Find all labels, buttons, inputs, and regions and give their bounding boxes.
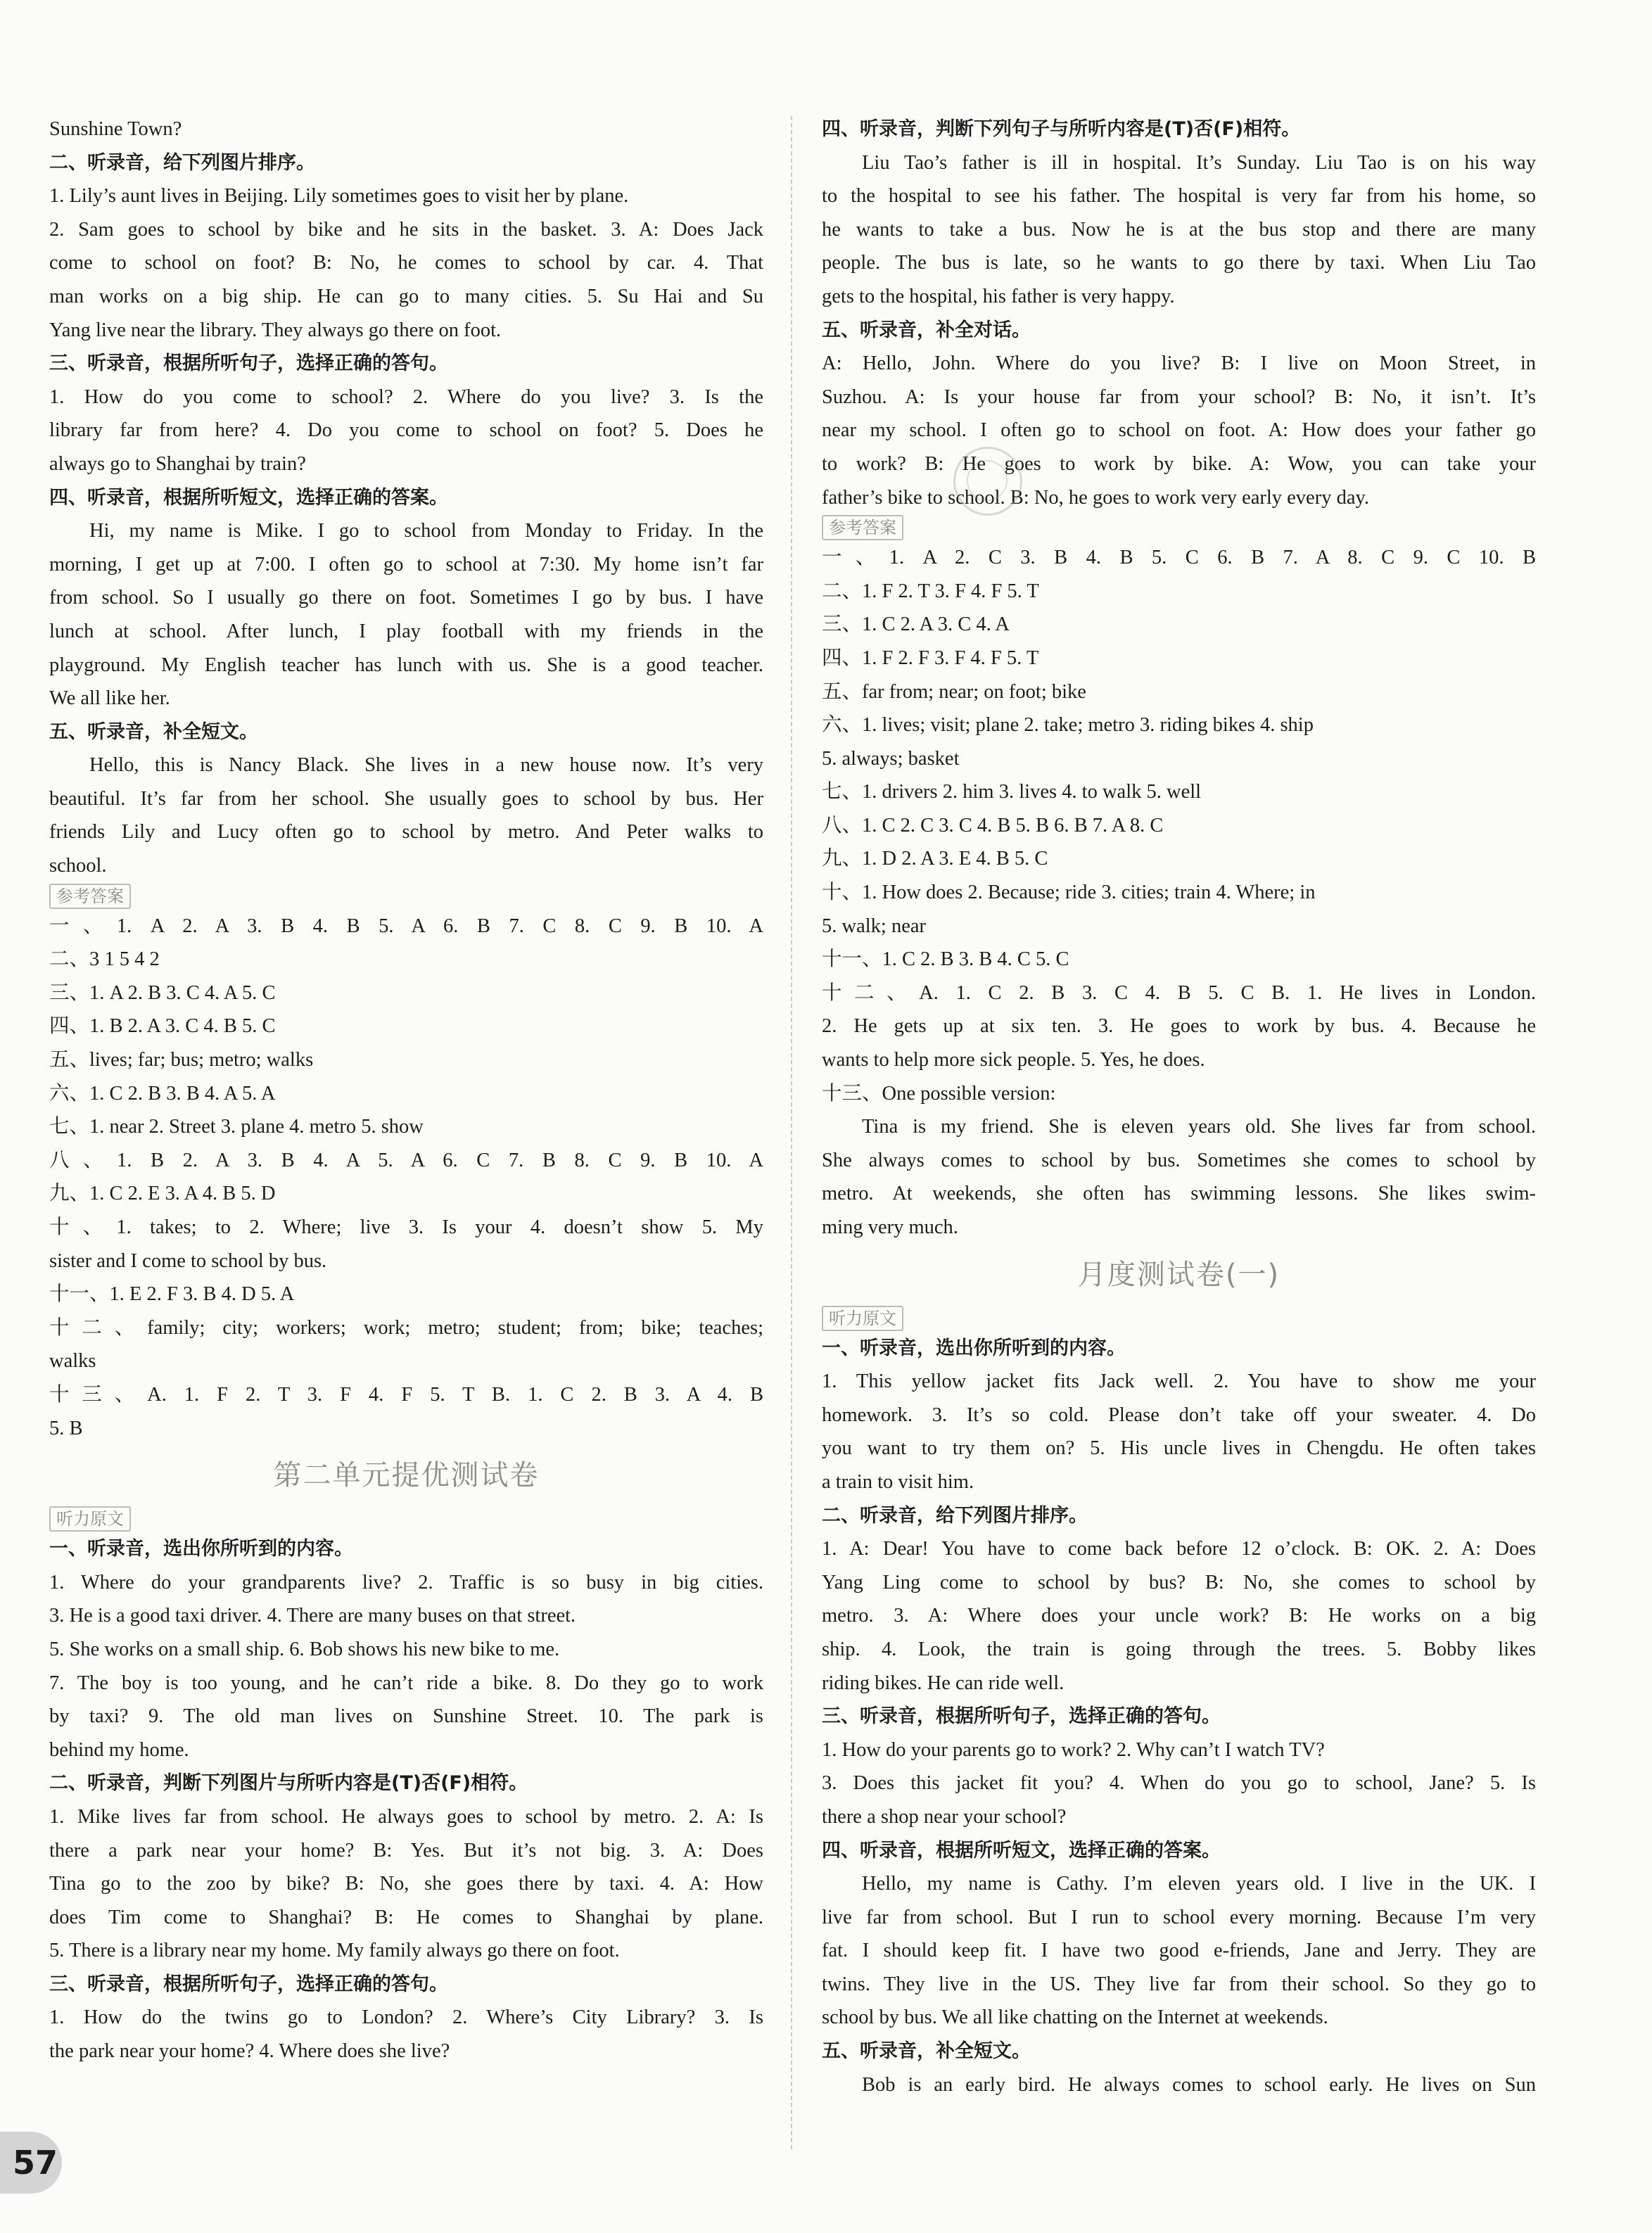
text-line: gets to the hospital, his father is very happy. [822,285,1175,307]
text-line: lunch at school. After lunch, I play football with my friends in the [49,620,763,642]
section-heading: 四、听录音，判断下列句子与所听内容是(T)否(F)相符。 [822,118,1301,140]
text-line: 十三、A. 1. F 2. T 3. F 4. F 5. T B. 1. C 2. B 3. A 4. B [49,1383,763,1406]
text-line: 1. How do your parents go to work? 2. Why can’t I watch TV? [822,1738,1325,1761]
test-title: 第二单元提优测试卷 [273,1459,540,1492]
text-line: metro. 3. A: Where does your uncle work? B: He works on a big [822,1605,1536,1627]
text-line: 十、1. takes; to 2. Where; live 3. Is your 4. doesn’t show 5. My [49,1216,763,1238]
text-line: man works on a big ship. He can go to many cities. 5. Su Hai and Su [49,285,763,307]
text-line: Tina is my friend. She is eleven years old. She lives far from school. [862,1116,1536,1138]
text-line: 5. walk; near [822,915,926,937]
text-line: 十、1. How does 2. Because; ride 3. cities; train 4. Where; in [822,882,1316,904]
text-line: 1. Mike lives far from school. He always goes to school by metro. 2. A: Is [49,1805,763,1828]
section-heading: 一、听录音，选出你所听到的内容。 [49,1538,353,1560]
section-heading: 三、听录音，根据所听句子，选择正确的答句。 [822,1705,1221,1728]
text-line: 1. This yellow jacket fits Jack well. 2. You have to show me your [822,1370,1536,1393]
text-line: 1. Where do your grandparents live? 2. Traffic is so busy in big cities. [49,1571,763,1593]
text-line: 7. The boy is too young, and he can’t ride a bike. 8. Do they go to work [49,1672,763,1694]
text-line: Yang live near the library. They always go there on foot. [49,319,502,341]
text-line: 八、1. C 2. C 3. C 4. B 5. B 6. B 7. A 8. C [822,814,1164,836]
text-line: 1. Lily’s aunt lives in Beijing. Lily sometimes goes to visit her by plane. [49,185,629,208]
text-line: 四、1. B 2. A 3. C 4. B 5. C [49,1015,276,1038]
text-line: walks [49,1350,96,1373]
text-line: 三、1. C 2. A 3. C 4. A [822,613,1010,636]
text-line: 一、1. A 2. A 3. B 4. B 5. A 6. B 7. C 8. C 9. B 10. A [49,915,763,937]
text-line: does Tim come to Shanghai? B: He comes to Shanghai by plane. [49,1906,763,1928]
watermark-stamp [953,447,1022,516]
text-line: 四、1. F 2. F 3. F 4. F 5. T [822,647,1039,669]
text-line: 2. He gets up at six ten. 3. He goes to work by bus. 4. Because he [822,1015,1536,1038]
section-label [49,883,763,910]
text-line: come to school on foot? B: No, he comes to school by car. 4. That [49,252,763,274]
text-line: school. [49,855,107,877]
text-line: he wants to take a bus. Now he is at the bus stop and there are many [822,218,1536,241]
text-line: fat. I should keep fit. I have two good e-friends, Jane and Jerry. They are [822,1940,1536,1962]
text-line: 九、1. C 2. E 3. A 4. B 5. D [49,1183,276,1205]
text-line: 二、1. F 2. T 3. F 4. F 5. T [822,580,1039,602]
section-label-text: 听力原文 [49,1506,131,1532]
section-label [822,1305,1536,1332]
text-line: Hi, my name is Mike. I go to school from Monday to Friday. In the [89,520,763,542]
text-line: homework. 3. It’s so cold. Please don’t take off your sweater. 4. Do [822,1404,1536,1426]
text-line: by taxi? 9. The old man lives on Sunshine Street. 10. The park is [49,1705,763,1728]
left-column [49,113,763,2068]
text-line: We all like her. [49,687,170,710]
text-line: 六、1. C 2. B 3. B 4. A 5. A [49,1082,276,1105]
text-line: near my school. I often go to school on foot. A: How does your father go [822,419,1536,442]
section-heading: 二、听录音，判断下列图片与所听内容是(T)否(F)相符。 [49,1772,528,1795]
text-line: wants to help more sick people. 5. Yes, he does. [822,1049,1205,1071]
text-line: 八、1. B 2. A 3. B 4. A 5. A 6. C 7. B 8. C 9. B 10. A [49,1149,763,1171]
text-line: Hello, this is Nancy Black. She lives in a new house now. It’s very [89,754,763,777]
section-label-text: 参考答案 [49,884,131,909]
text-line: Suzhou. A: Is your house far from your school? B: No, it isn’t. It’s [822,386,1536,408]
text-line: there a park near your home? B: Yes. But it’s not big. 3. A: Does [49,1839,763,1862]
text-line: the park near your home? 4. Where does she live? [49,2040,450,2063]
section-heading: 二、听录音，给下列图片排序。 [49,151,315,174]
text-line: Sunshine Town? [49,118,182,140]
text-line: Tina go to the zoo by bike? B: No, she goes there by taxi. 4. A: How [49,1873,763,1895]
text-line: beautiful. It’s far from her school. She usually goes to school by bus. Her [49,787,763,810]
section-label-text: 听力原文 [822,1306,903,1331]
text-line: 3. Does this jacket fit you? 4. When do you go to school, Jane? 5. Is [822,1772,1536,1795]
text-line: playground. My English teacher has lunch with us. She is a good teacher. [49,654,763,676]
page-number: 57 [0,2132,62,2194]
text-line: 七、1. drivers 2. him 3. lives 4. to walk 5. well [822,781,1202,803]
text-line: 5. B [49,1417,83,1439]
text-line: 十一、1. E 2. F 3. B 4. D 5. A [49,1283,295,1306]
text-line: morning, I get up at 7:00. I often go to school at 7:30. My home isn’t far [49,553,763,575]
text-line: metro. At weekends, she often has swimming lessons. She likes swim- [822,1183,1536,1205]
text-line: 五、lives; far; bus; metro; walks [49,1049,314,1071]
text-line: father’s bike to school. B: No, he goes to work very early every day. [822,486,1369,509]
section-heading: 五、听录音，补全短文。 [49,720,258,743]
text-line: 六、1. lives; visit; plane 2. take; metro 3. riding bikes 4. ship [822,714,1314,737]
section-heading: 三、听录音，根据所听句子，选择正确的答句。 [49,352,448,375]
text-line: She always comes to school by bus. Sometimes she comes to school by [822,1149,1536,1171]
text-line: 九、1. D 2. A 3. E 4. B 5. C [822,848,1048,870]
text-line: 十二、A. 1. C 2. B 3. C 4. B 5. C B. 1. He lives in London. [822,981,1536,1004]
text-line: Yang Ling come to school by bus? B: No, she comes to school by [822,1571,1536,1593]
text-line: 1. How do you come to school? 2. Where do you live? 3. Is the [49,386,763,408]
text-line: ship. 4. Look, the train is going through the trees. 5. Bobby likes [822,1638,1536,1660]
section-heading: 四、听录音，根据所听短文，选择正确的答案。 [49,486,448,509]
text-line: 五、far from; near; on foot; bike [822,680,1086,703]
text-line: Bob is an early bird. He always comes to school early. He lives on Sun [862,2073,1536,2096]
text-line: 3. He is a good taxi driver. 4. There are many buses on that street. [49,1605,576,1627]
section-heading: 三、听录音，根据所听句子，选择正确的答句。 [49,1973,448,1995]
right-column [822,113,1536,2101]
section-heading: 一、听录音，选出你所听到的内容。 [822,1337,1126,1359]
test-title: 月度测试卷(一) [1077,1258,1281,1291]
text-line: 5. always; basket [822,747,960,770]
section-label [49,1506,763,1532]
text-line: 二、3 1 5 4 2 [49,948,160,971]
text-line: 5. There is a library near my home. My family always go there on foot. [49,1940,620,1962]
section-label [822,514,1536,541]
text-line: to the hospital to see his father. The hospital is very far from his home, so [822,185,1536,208]
text-line: a train to visit him. [822,1470,974,1493]
text-line: 三、1. A 2. B 3. C 4. A 5. C [49,981,276,1004]
text-line: 一、1. A 2. C 3. B 4. B 5. C 6. B 7. A 8. C 9. C 10. B [822,547,1536,569]
text-line: there a shop near your school? [822,1805,1067,1828]
section-heading: 二、听录音，给下列图片排序。 [822,1504,1088,1527]
text-line: from school. So I usually go there on foot. Sometimes I go by bus. I have [49,587,763,609]
text-line: live far from school. But I run to school every morning. Because I’m very [822,1906,1536,1928]
text-line: 2. Sam goes to school by bike and he sits in the basket. 3. A: Does Jack [49,218,763,241]
text-line: 七、1. near 2. Street 3. plane 4. metro 5. show [49,1116,424,1138]
column-divider [791,116,792,2149]
text-line: sister and I come to school by bus. [49,1249,327,1272]
text-line: friends Lily and Lucy often go to school by metro. And Peter walks to [49,821,763,844]
text-line: 十一、1. C 2. B 3. B 4. C 5. C [822,948,1069,971]
text-line: people. The bus is late, so he wants to go there by taxi. When Liu Tao [822,252,1536,274]
text-line: twins. They live in the US. They live far from their school. So they go to [822,1973,1536,1995]
section-heading: 五、听录音，补全短文。 [822,2040,1031,2063]
text-line: 十三、One possible version: [822,1082,1056,1105]
text-line: Hello, my name is Cathy. I’m eleven years old. I live in the UK. I [862,1873,1536,1895]
text-line: library far from here? 4. Do you come to school on foot? 5. Does he [49,419,763,442]
text-line: school by bus. We all like chatting on the Internet at weekends. [822,2006,1328,2029]
text-line: Liu Tao’s father is ill in hospital. It’s Sunday. Liu Tao is on his way [862,151,1536,174]
text-line: to work? B: He goes to work by bike. A: Wow, you can take your [822,452,1536,475]
section-heading: 五、听录音，补全对话。 [822,319,1031,341]
text-line: behind my home. [49,1738,189,1761]
section-heading: 四、听录音，根据所听短文，选择正确的答案。 [822,1839,1221,1862]
text-line: ming very much. [822,1216,958,1238]
text-line: 5. She works on a small ship. 6. Bob shows his new bike to me. [49,1638,560,1660]
text-line: riding bikes. He can ride well. [822,1672,1065,1694]
text-line: always go to Shanghai by train? [49,452,306,475]
text-line: 1. A: Dear! You have to come back before 12 o’clock. B: OK. 2. A: Does [822,1538,1536,1560]
text-line: 十二、family; city; workers; work; metro; student; from; bike; teaches; [49,1316,763,1339]
text-line: you want to try them on? 5. His uncle lives in Chengdu. He often takes [822,1437,1536,1460]
text-line: A: Hello, John. Where do you live? B: I live on Moon Street, in [822,352,1536,375]
section-label-text: 参考答案 [822,515,903,540]
text-line: 1. How do the twins go to London? 2. Where’s City Library? 3. Is [49,2006,763,2029]
